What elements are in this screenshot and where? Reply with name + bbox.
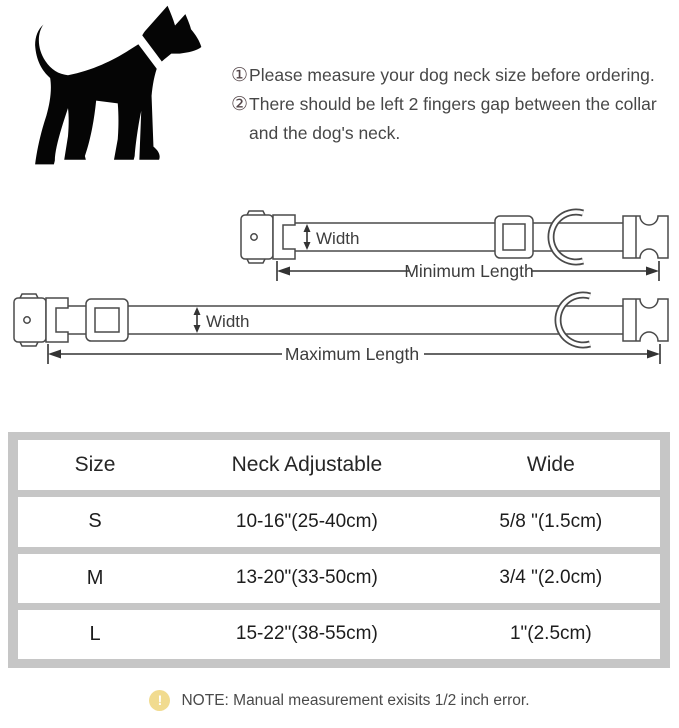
wide-value: 1"(2.5cm) [509,623,592,645]
male-clip-icon [623,299,668,341]
wide-value: 3/4 "(2.0cm) [499,567,603,589]
wide-value: 5/8 "(1.5cm) [499,510,603,532]
column-header-neck-adjustable: Neck Adjustable [231,453,383,477]
neck-adjustable-value: 15-22"(38-55cm) [235,623,378,645]
collar-diagram-maximum [0,287,679,382]
note [0,690,679,711]
table-row-s [18,497,660,546]
instruction-item-1 [231,61,679,90]
exclamation-circle-icon: ! [149,690,170,711]
column-header-size: Size [74,453,116,477]
table-row-m [18,554,660,603]
size-value: M [86,566,104,589]
size-table [8,432,670,668]
neck-adjustable-value: 10-16"(25-40cm) [235,510,378,532]
collar-strap [50,306,625,334]
tri-glide-slider-icon [495,216,533,258]
circled-number-1-icon: ① [231,65,249,86]
neck-adjustable-value: 13-20"(33-50cm) [235,567,378,589]
instruction-item-2 [231,90,679,148]
maximum-length-label: Maximum Length [284,344,420,364]
instruction-text-1: Please measure your dog neck size before ordering. [249,65,655,85]
collar-diagram-minimum [219,196,679,291]
size-value: S [88,510,102,533]
minimum-length-label: Minimum Length [404,261,534,281]
circled-number-2-icon: ② [231,94,249,115]
size-table-header-row [18,440,660,490]
tri-glide-slider-icon [86,299,128,341]
column-header-wide: Wide [526,453,575,477]
size-value: L [89,622,101,645]
width-label: Width [206,312,250,331]
dog-body-shape [35,6,201,165]
note-text: NOTE: Manual measurement exisits 1/2 inch error. [181,691,530,709]
instruction-text-2: There should be left 2 fingers gap between the collar and the dog's neck. [249,94,657,143]
dog-silhouette-icon [6,0,222,188]
table-row-l [18,610,660,659]
width-label: Width [316,229,360,248]
male-clip-icon [623,216,668,258]
instructions [231,61,679,148]
